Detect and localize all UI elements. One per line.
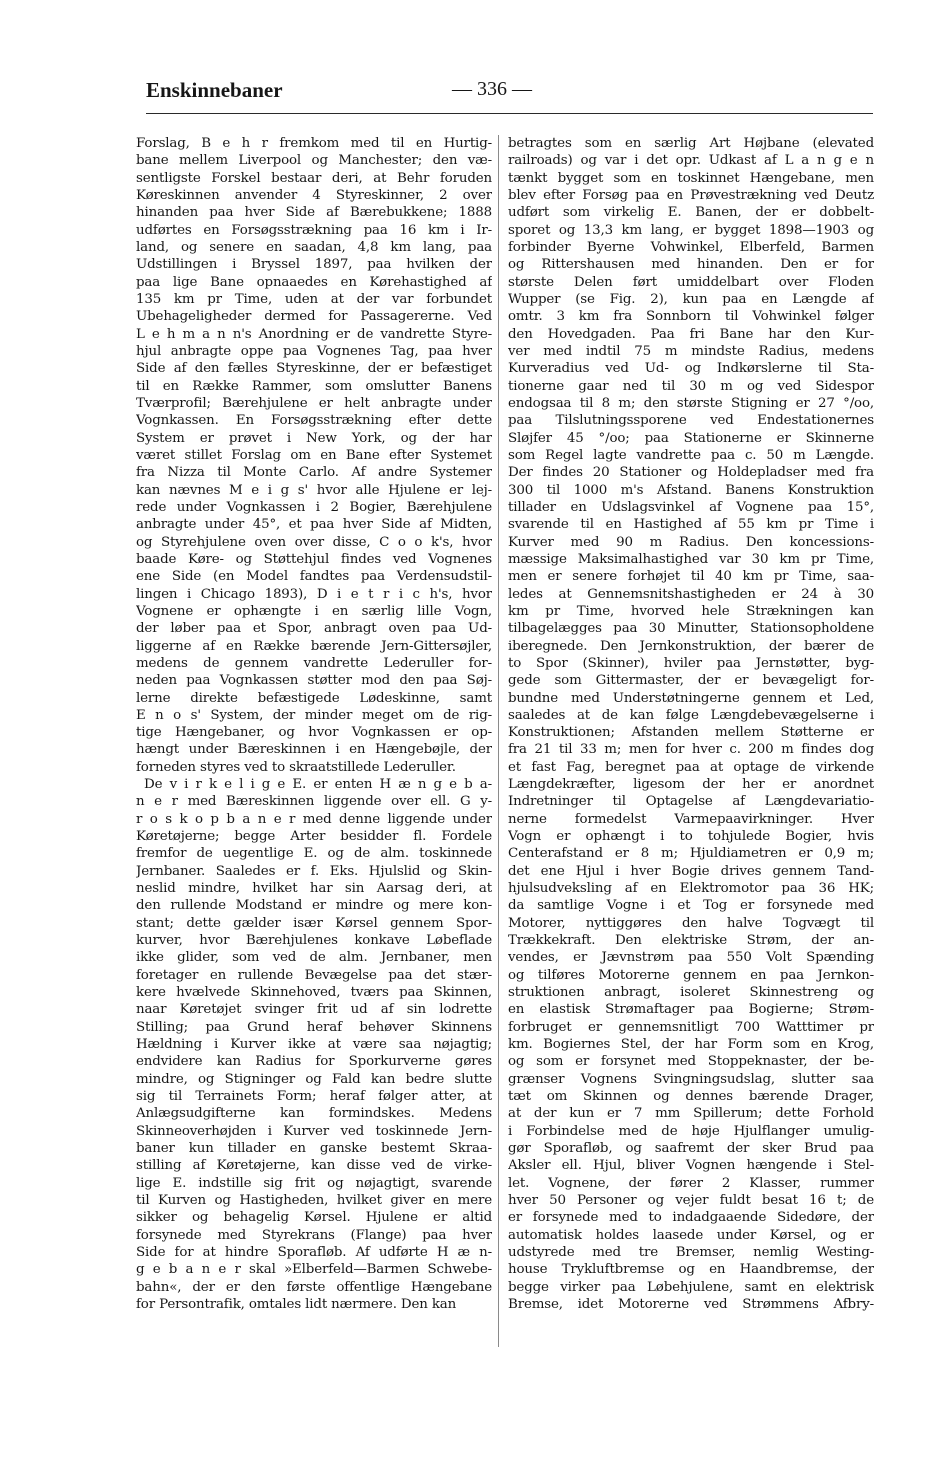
text-line: hver 50 Personer og vejer fuldt besat 16 t; de — [508, 1193, 874, 1209]
text-line: kan nævnes M e i g s' hvor alle Hjulene er lej- — [136, 482, 492, 498]
text-column-right — [508, 135, 874, 1313]
text-line: Forslag, B e h r fremkom med til en Hurtig- — [136, 136, 492, 151]
text-line: automatisk holdes laasede under Kørsel, og er — [508, 1227, 874, 1243]
text-line: rede under Vognkassen i 2 Bogier, Bærehjulene — [136, 499, 492, 515]
text-line: sporet og 13,3 km lang, er bygget 1898—1903 og — [508, 222, 874, 238]
text-line: den rullende Modstand er mindre og mere kon- — [136, 898, 492, 914]
text-line: km. Bogiernes Stel, der har Form som en Krog, — [508, 1037, 874, 1053]
text-line: en elastisk Strømaftager paa Bogierne; Strøm- — [508, 1002, 874, 1018]
text-line: iberegnede. Den Jernkonstruktion, der bærer de — [508, 638, 874, 654]
text-line: Køretøjerne; begge Arter besidder fl. Fordele — [136, 829, 492, 845]
text-line: udstyrede med tre Bremser, nemlig Westing- — [508, 1245, 874, 1260]
text-line: og Rittershausen med hinanden. Den er for — [508, 257, 874, 273]
text-line: ver med indtil 75 m mindste Radius, medens — [508, 343, 874, 359]
text-line: stilling af Køretøjerne, kan disse ved de virke- — [136, 1158, 492, 1174]
text-line: Wupper (se Fig. 2), kun paa en Længde af — [508, 291, 874, 307]
text-line: Længdekræfter, ligesom der her er anordnet — [508, 777, 874, 793]
text-line: fra Nizza til Monte Carlo. Af andre Systemer — [136, 465, 492, 481]
text-line: kere hvælvede Skinnehoved, tværs paa Skinnen, — [136, 985, 492, 1001]
text-line: bahn«, der er den første offentlige Hængebane — [136, 1279, 492, 1295]
text-line: udført som virkelig E. Banen, der er dobbelt- — [508, 205, 874, 221]
text-line: paa Tilslutningssporene ved Endestationernes — [508, 413, 874, 429]
text-line: tilbagelægges paa 30 Minutter, Stationsopholdene — [508, 621, 874, 637]
text-line: omtr. 3 km fra Sonnborn til Vohwinkel følger — [508, 309, 874, 325]
text-line: betragtes som en særlig Art Højbane (elevated — [508, 136, 874, 151]
text-line: 135 km pr Time, uden at der var forbundet — [136, 291, 492, 307]
text-line: som Regel lagte vandrette paa c. 50 m Længde. — [508, 447, 874, 463]
text-line: til en Række Rammer, som omslutter Banens — [136, 378, 492, 394]
text-line: Ubehageligheder dermed for Passagererne. Ved — [136, 309, 492, 325]
text-line: bane mellem Liverpool og Manchester; den væ- — [136, 153, 492, 169]
page-number: — 336 — — [452, 78, 532, 100]
text-line: Køreskinnen anvender 4 Styreskinner, 2 over — [136, 187, 492, 203]
text-line: Vognene er ophængte i en særlig lille Vogn, — [136, 603, 492, 619]
text-line: Hældning i Kurver ikke at være saa nøjagtig; — [136, 1037, 492, 1053]
text-line: De v i r k e l i g e E. er enten H æ n g e b a- — [144, 777, 492, 793]
text-line: Centerafstand er 8 m; Hjuldiametren er 0,9 m; — [508, 846, 874, 862]
text-line: Indretninger til Optagelse af Længdevariatio- — [508, 794, 874, 810]
text-line: og tilføres Motorerne gennem en paa Jernkon- — [508, 967, 874, 983]
text-line: grænser Vognens Svingningsudslag, slutter saa — [508, 1071, 874, 1087]
text-line: Konstruktionen; Afstanden mellem Støtterne er — [508, 725, 874, 741]
text-line: vendes, er Jævnstrøm paa 550 Volt Spænding — [508, 950, 874, 966]
text-line: railroads) og var i det opr. Udkast af L a n g e n — [508, 153, 874, 169]
text-line: tige Hængebaner, og hvor Vognkassen er op- — [136, 725, 492, 741]
text-line: Kurver med 90 m Radius. Den koncessions- — [508, 534, 874, 550]
text-line: neslid mindre, hvilket har sin Aarsag deri, at — [136, 881, 492, 897]
text-line: gør Sporafløb, og saafremt der sker Brud paa — [508, 1141, 874, 1157]
text-line: let. Vognene, der fører 2 Klasser, rummer — [508, 1175, 874, 1191]
text-line: ledes at Gennemsnitshastigheden er 24 à 30 — [508, 586, 874, 602]
text-line: i Forbindelse med de høje Hjulflanger umulig- — [508, 1123, 874, 1139]
text-line: endogsaa til 8 m; den største Stigning er 27 °/oo, — [508, 395, 874, 411]
text-line: udførtes en Forsøgsstrækning paa 16 km i Ir- — [136, 222, 492, 238]
text-line: til Kurven og Hastigheden, hvilket giver en mere — [136, 1193, 492, 1209]
text-line: stant; dette gælder især Kørsel gennem Spor- — [136, 915, 492, 931]
text-line: Side af den fælles Styreskinne, der er befæstiget — [136, 361, 492, 377]
text-line: lingen i Chicago 1893), D i e t r i c h's, hvor — [136, 586, 492, 602]
text-line: land, og senere en saadan, 4,8 km lang, paa — [136, 239, 492, 255]
text-line: Vogn er ophængt i to tohjulede Bogier, hvis — [508, 829, 874, 845]
text-line: Bremse, idet Motorerne ved Strømmens Afbry- — [508, 1296, 874, 1312]
text-line: Motorer, nyttiggøres den halve Togvægt til — [508, 915, 874, 931]
text-line: et fast Fag, beregnet paa at optage de virkende — [508, 759, 874, 775]
text-line: Skinneoverhøjden i Kurver ved toskinnede Jern- — [136, 1123, 492, 1139]
text-line: det ene Hjul i hver Bogie drives gennem Tand- — [508, 863, 874, 879]
text-line: Side for at hindre Sporafløb. Af udførte H æ n- — [136, 1245, 492, 1260]
text-line: forsynede med Styrekrans (Flange) paa hver — [136, 1227, 492, 1243]
text-line: lerne direkte befæstigede Lødeskinne, samt — [136, 690, 492, 706]
text-line: g e b a n e r skal »Elberfeld—Barmen Schwebe- — [136, 1262, 492, 1278]
text-line: svarende til en Hastighed af 55 km pr Time i — [508, 517, 874, 533]
text-line: den Hovedgaden. Paa fri Bane har den Kur- — [508, 326, 874, 342]
text-column-left — [136, 135, 492, 1313]
text-line: for Persontrafik, omtales lidt nærmere. Den kan — [136, 1296, 457, 1312]
text-line: liggerne af en Række bærende Jern-Gittersøjler, — [136, 638, 492, 654]
text-line: begge virker paa Løbehjulene, samt en elektrisk — [508, 1279, 874, 1295]
text-line: sig til Terrainets Form; heraf følger atter, at — [136, 1089, 492, 1105]
text-line: hinanden paa hver Side af Bærebukkene; 1888 — [136, 205, 492, 221]
text-line: baner kun tillader en ganske bestemt Skraa- — [136, 1141, 492, 1157]
text-line: ikke glider, som ved de alm. Jernbaner, men — [136, 950, 492, 966]
text-line: struktionen anbragt, isoleret Skinnestreng og — [508, 985, 874, 1001]
text-line: Vognkassen. En Forsøgsstrækning efter dette — [136, 413, 492, 429]
text-line: kurver, hvor Bærehjulenes konkave Løbeflade — [136, 933, 492, 949]
text-line: hjulsudveksling af en Elektromotor paa 36 HK; — [508, 881, 874, 897]
text-line: endvidere kan Radius for Sporkurverne gøres — [136, 1054, 492, 1070]
text-line: forbinder Byerne Vohwinkel, Elberfeld, Barmen — [508, 239, 874, 255]
text-line: km pr Time, hvorved hele Strækningen kan — [508, 603, 874, 619]
text-line: tillader en Udslagsvinkel af Vognene paa 15°, — [508, 499, 874, 515]
text-line: største Delen ført umiddelbart over Floden — [508, 274, 874, 290]
text-line: Stilling; paa Grund heraf behøver Skinnens — [136, 1019, 492, 1035]
text-line: Sløjfer 45 °/oo; paa Stationerne er Skinnerne — [508, 430, 874, 446]
text-line: at der kun er 7 mm Spillerum; dette Forhold — [508, 1106, 874, 1122]
text-line: fra 21 til 33 m; men for hver c. 200 m findes dog — [508, 742, 874, 758]
text-line: blev efter Forsøg paa en Prøvestrækning ved Deutz — [508, 187, 874, 203]
text-line: fremfor de uegentlige E. og de alm. toskinnede — [136, 846, 492, 862]
text-line: gede som Gittermaster, der er bevægeligt for- — [508, 673, 874, 689]
text-line: Tværprofil; Bærehjulene er helt anbragte under — [136, 395, 492, 411]
text-line: Trækkekraft. Den elektriske Strøm, der an- — [508, 933, 874, 949]
text-line: er forsynede med to indadgaaende Sidedøre, der — [508, 1210, 874, 1226]
text-line: tæt om Skinnen og dennes bærende Drager, — [508, 1089, 874, 1105]
column-divider — [498, 135, 499, 1347]
text-line: 300 til 1000 m's Afstand. Banens Konstruktion — [508, 482, 874, 498]
text-line: medens de gennem vandrette Lederuller for- — [136, 655, 492, 671]
text-line: Aksler ell. Hjul, bliver Vognen hængende i Stel- — [508, 1158, 874, 1174]
text-line: og som er forsynet med Stoppeknaster, der be- — [508, 1054, 874, 1070]
text-line: n e r med Bæreskinnen liggende over ell. G y- — [136, 794, 492, 810]
text-line: forneden styres ved to skraatstillede Lederuller. — [136, 759, 456, 775]
text-line: naar Køretøjet svinger frit ud af sin lodrette — [136, 1002, 492, 1018]
text-line: neden paa Vognkassen støtter mod den paa Søj- — [136, 673, 492, 689]
header-rule — [146, 113, 873, 114]
text-line: System er prøvet i New York, og der har — [136, 430, 492, 446]
text-line: Udstillingen i Bryssel 1897, paa hvilken der — [136, 257, 492, 273]
text-line: saaledes at de kan følge Længdebevægelserne i — [508, 707, 874, 723]
text-line: mæssige Maksimalhastighed var 30 km pr Time, — [508, 551, 874, 567]
text-line: to Spor (Skinner), hviler paa Jernstøtter, byg- — [508, 655, 874, 671]
text-line: anbragte under 45°, et paa hver Side af Midten, — [136, 517, 492, 533]
page-header — [146, 78, 872, 108]
text-line: lige E. indstille sig frit og nøjagtigt, svarende — [136, 1175, 492, 1191]
text-line: været stillet Forslag om en Bane efter Systemet — [136, 447, 492, 463]
text-line: sikker og behagelig Kørsel. Hjulene er altid — [136, 1210, 492, 1226]
text-line: tionerne gaar ned til 30 m og ved Sidespor — [508, 378, 874, 394]
text-line: Anlægsudgifterne kan formindskes. Medens — [136, 1106, 492, 1122]
text-line: Der findes 20 Stationer og Holdepladser med fra — [508, 465, 874, 481]
text-line: L e h m a n n's Anordning er de vandrette Styre- — [136, 326, 492, 342]
text-line: tænkt bygget som en toskinnet Hængebane, men — [508, 170, 874, 186]
text-line: hængt under Bæreskinnen i en Hængebøjle, der — [136, 742, 492, 758]
text-line: r o s k o p b a n e r med denne liggende under — [136, 811, 492, 827]
running-head: Enskinnebaner — [146, 78, 283, 102]
text-line: nerne formedelst Varmepaavirkninger. Hver — [508, 811, 874, 827]
text-line: baade Køre- og Støttehjul findes ved Vognenes — [136, 551, 492, 567]
text-line: foretager en rullende Bevægelse paa det stær- — [136, 967, 492, 983]
text-line: bundne med Understøtningerne gennem et Led, — [508, 690, 874, 706]
text-line: house Trykluftbremse og en Haandbremse, der — [508, 1262, 874, 1278]
text-line: ene Side (en Model fandtes paa Verdensudstil- — [136, 569, 492, 585]
text-line: paa lige Bane opnaaedes en Kørehastighed af — [136, 274, 492, 290]
text-line: E n o s' System, der minder meget om de rig- — [136, 707, 492, 723]
text-line: Jernbaner. Saaledes er f. Eks. Hjulslid og Skin- — [136, 863, 492, 879]
text-line: da samtlige Vogne i et Tog er forsynede med — [508, 898, 874, 914]
text-line: der løber paa et Spor, anbragt oven paa Ud- — [136, 621, 492, 637]
text-line: mindre, og Stigninger og Fald kan bedre slutte — [136, 1071, 492, 1087]
text-line: sentligste Forskel bestaar deri, at Behr foruden — [136, 170, 492, 186]
text-line: men er senere forhøjet til 40 km pr Time, saa- — [508, 569, 874, 585]
text-line: hjul anbragte oppe paa Vognenes Tag, paa hver — [136, 343, 492, 359]
text-line: og Styrehjulene oven over disse, C o o k's, hvor — [136, 534, 492, 550]
text-line: Kurveradius ved Ud- og Indkørslerne til Sta- — [508, 361, 874, 377]
text-line: forbruget er gennemsnitligt 700 Watttimer pr — [508, 1019, 874, 1035]
